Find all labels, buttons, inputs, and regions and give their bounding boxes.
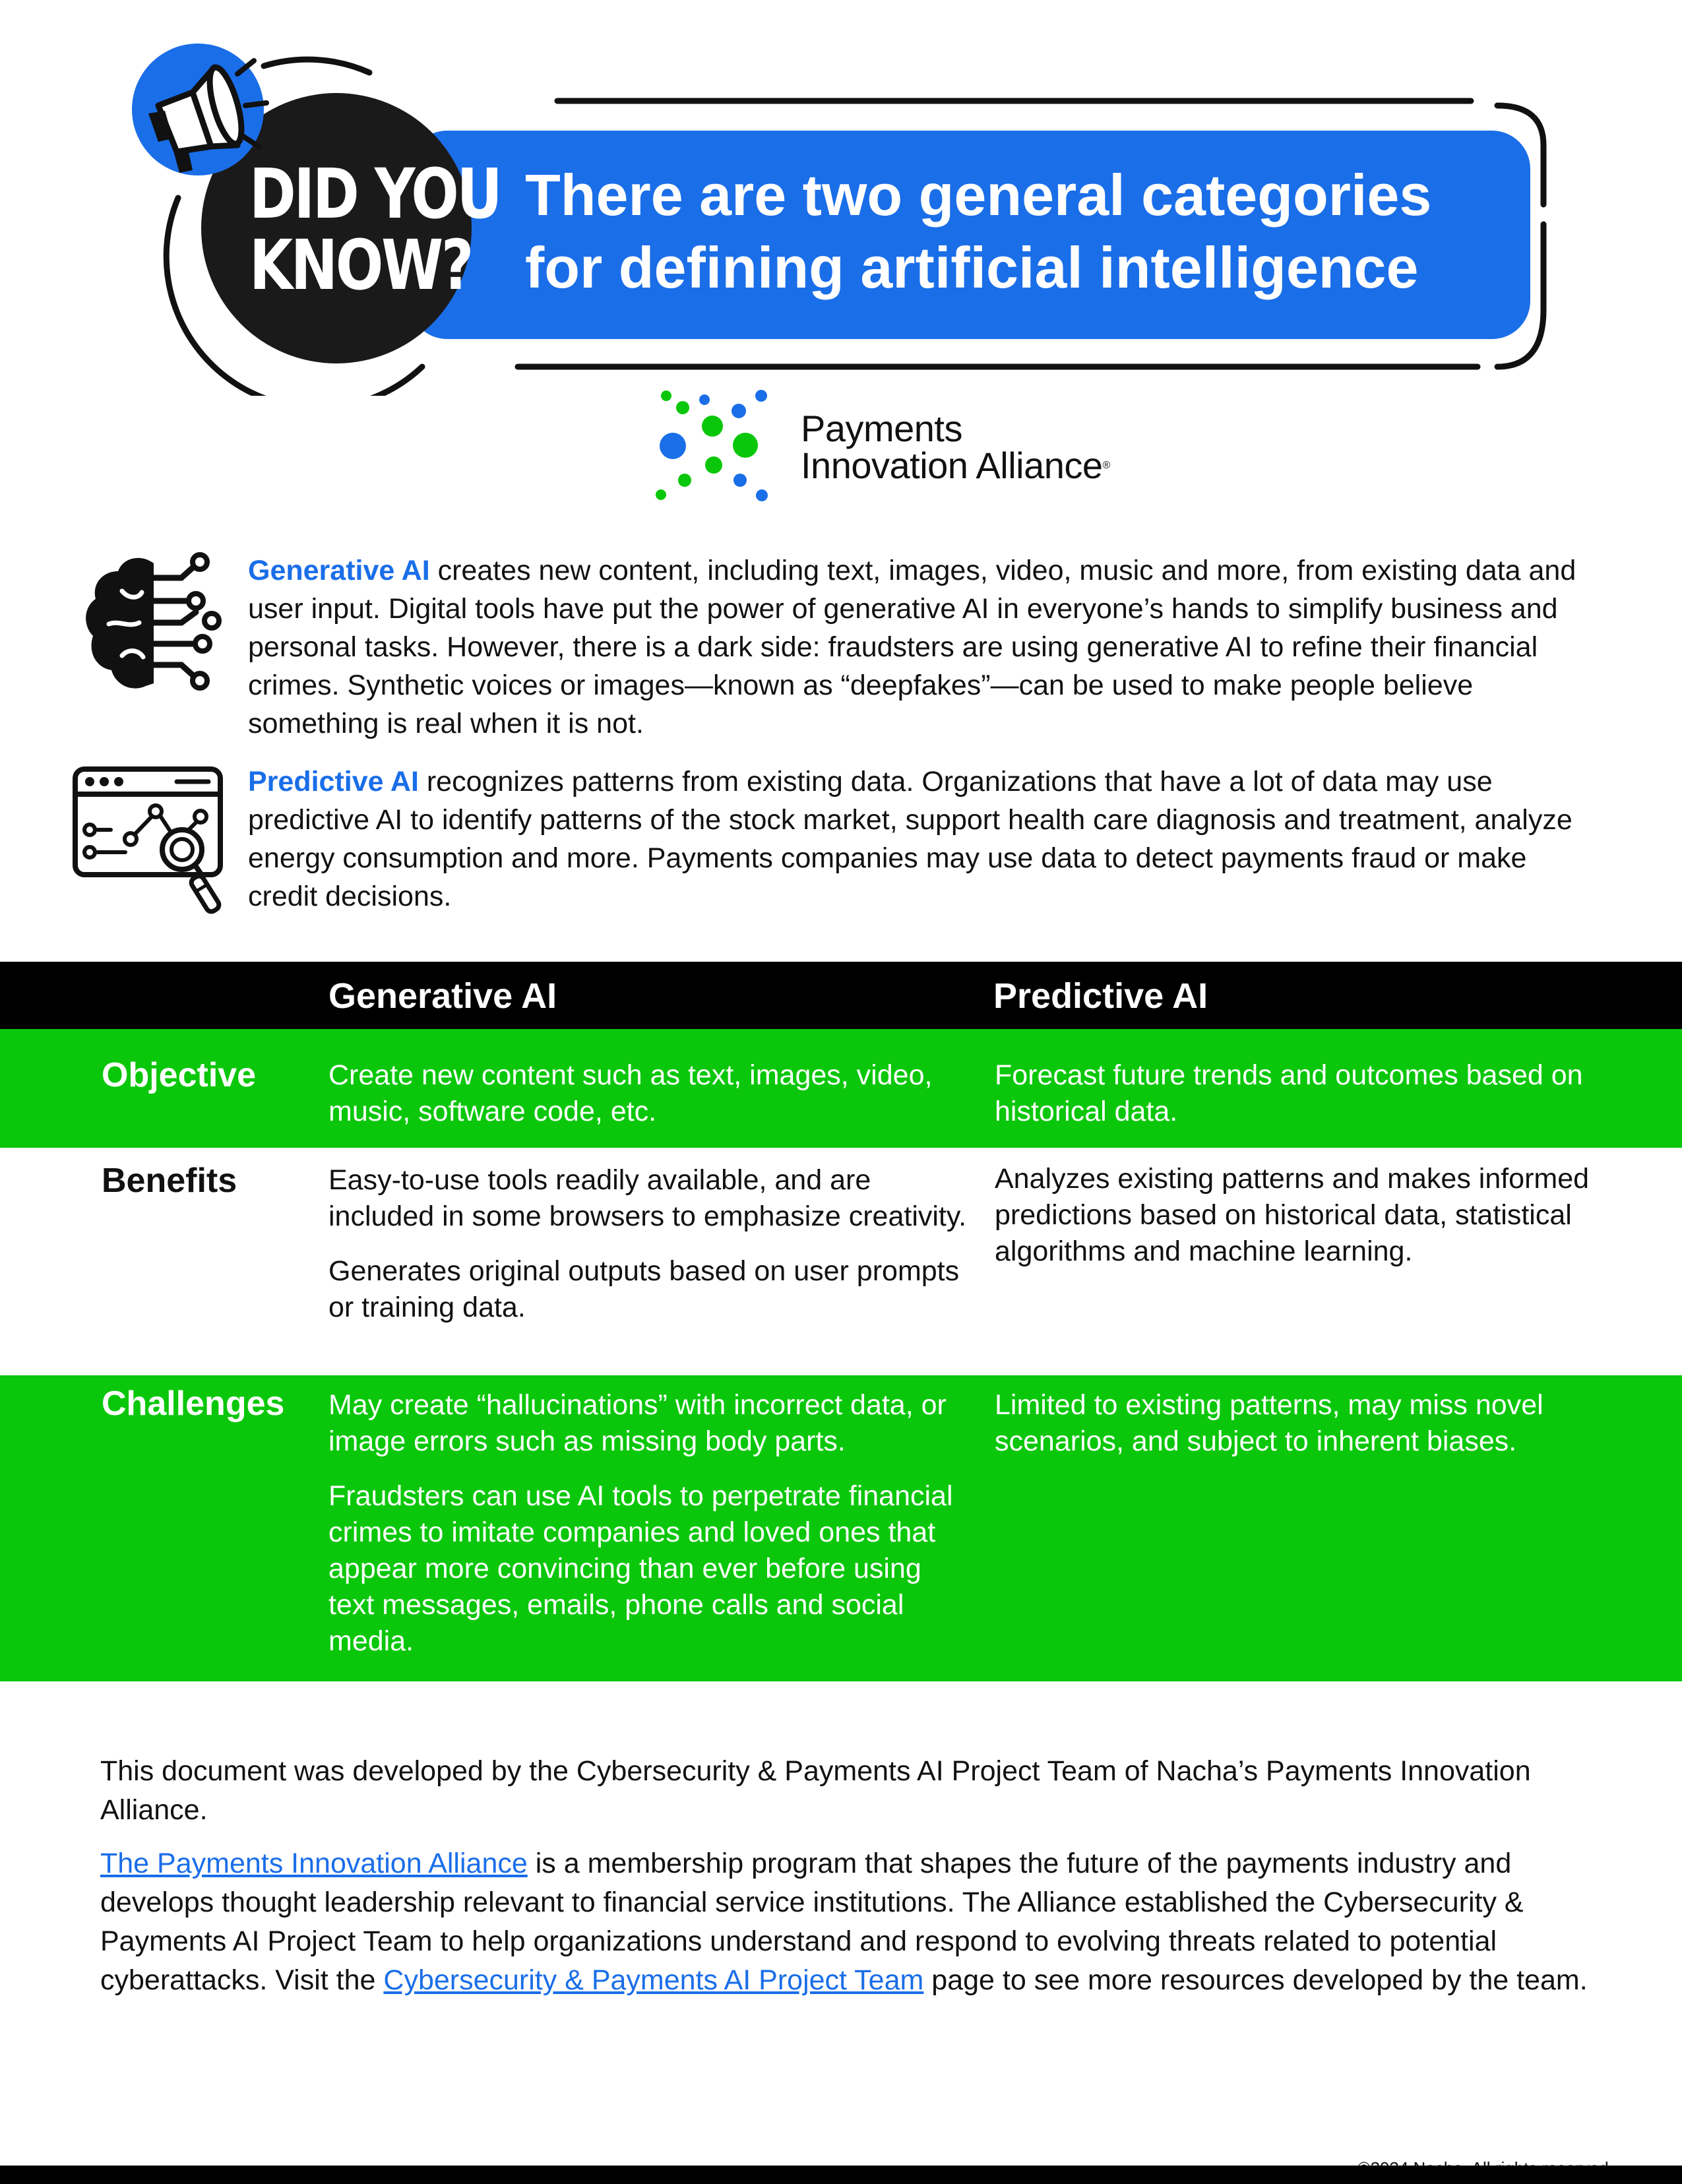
row-label-benefits: Benefits [102,1162,237,1200]
comparison-table-header [0,962,1682,1029]
alliance-text-2: page to see more resources developed by the team. [923,1964,1588,1996]
table-row-benefits [0,1148,1682,1375]
benefits-generative-text-1: Easy-to-use tools readily available, and are included in some browsers to emphasize creativity. [328,1164,967,1232]
alliance-description [100,1844,1598,2000]
badge-line-1: DID YOU [249,154,501,234]
column-header-predictive: Predictive AI [993,976,1208,1016]
objective-generative-cell [328,1057,975,1130]
objective-predictive-text: Forecast future trends and outcomes based on historical data. [995,1059,1583,1127]
table-row-objective [0,1029,1682,1148]
registered-mark: ® [1102,460,1110,471]
challenges-generative-text-1: May create “hallucinations” with incorrect data, or image errors such as missing body parts. [328,1389,947,1457]
challenges-predictive-text: Limited to existing patterns, may miss novel scenarios, and subject to inherent biases. [995,1389,1543,1457]
developed-by-text: This document was developed by the Cybersecurity & Payments AI Project Team of Nacha’s Payments Innovation Alliance. [100,1755,1531,1826]
row-label-objective: Objective [102,1056,257,1094]
row-label-challenges: Challenges [102,1385,285,1423]
headline-line-1: There are two general categories [525,162,1432,228]
bottom-bar [0,2166,1682,2184]
objective-predictive-cell [995,1057,1648,1130]
predictive-analytics-icon [71,765,224,920]
generative-ai-term: Generative AI [248,555,430,586]
predictive-ai-intro [248,763,1594,916]
benefits-generative-text-2: Generates original outputs based on user prompts or training data. [328,1255,960,1323]
generative-ai-intro [248,551,1594,743]
benefits-predictive-cell [995,1161,1648,1270]
developed-by-note [100,1752,1598,1830]
table-row-challenges [0,1375,1682,1681]
challenges-generative-text-2: Fraudsters can use AI tools to perpetrate financial crimes to imitate companies and loved ones that appear more convincing than ever before using text messages, emails, phone calls and social media. [328,1480,953,1657]
project-team-link[interactable]: Cybersecurity & Payments AI Project Team [383,1964,924,1996]
objective-generative-text: Create new content such as text, images, video, music, software code, etc. [328,1059,933,1127]
logo-name: Innovation Alliance [801,445,1103,486]
logo-text-line-2 [801,447,1110,484]
brain-circuit-icon [82,551,224,697]
generative-ai-description: creates new content, including text, images, video, music and more, from existing data and user input. Digital tools have put the power of generative AI in everyone’s hands to simplify business and personal tasks. However, there is a dark side: fraudsters are using generative AI to refine their financial crimes. Synthetic voices or images—known as “deepfakes”—can be used to make people believe something is real when it is not. [248,555,1576,739]
column-header-generative: Generative AI [328,976,557,1016]
alliance-logo-mark [653,388,772,507]
predictive-ai-description: recognizes patterns from existing data. Organizations that have a lot of data may use predictive AI to identify patterns of the stock market, support health care diagnosis and treatment, analyze energy consumption and more. Payments companies may use data to detect payments fraud or make credit decisions. [248,766,1573,912]
headline-line-2: for defining artificial intelligence [525,235,1419,300]
benefits-predictive-text: Analyzes existing patterns and makes informed predictions based on historical data, statistical algorithms and machine learning. [995,1163,1590,1267]
alliance-text-1: is a membership program that shapes the future of the payments industry and develops thought leadership relevant to financial service institutions. The Alliance established the Cybersecurity & Payments AI Project Team to help organizations understand and respond to evolving threats related to potential cyberattacks. Visit the [100,1848,1524,1996]
logo-text-line-1: Payments [801,408,962,449]
badge-line-2: KNOW? [249,225,472,305]
benefits-generative-cell [328,1162,975,1326]
alliance-link[interactable]: The Payments Innovation Alliance [100,1848,528,1879]
challenges-predictive-cell [995,1387,1648,1460]
challenges-generative-cell [328,1387,975,1660]
predictive-ai-term: Predictive AI [248,766,419,797]
